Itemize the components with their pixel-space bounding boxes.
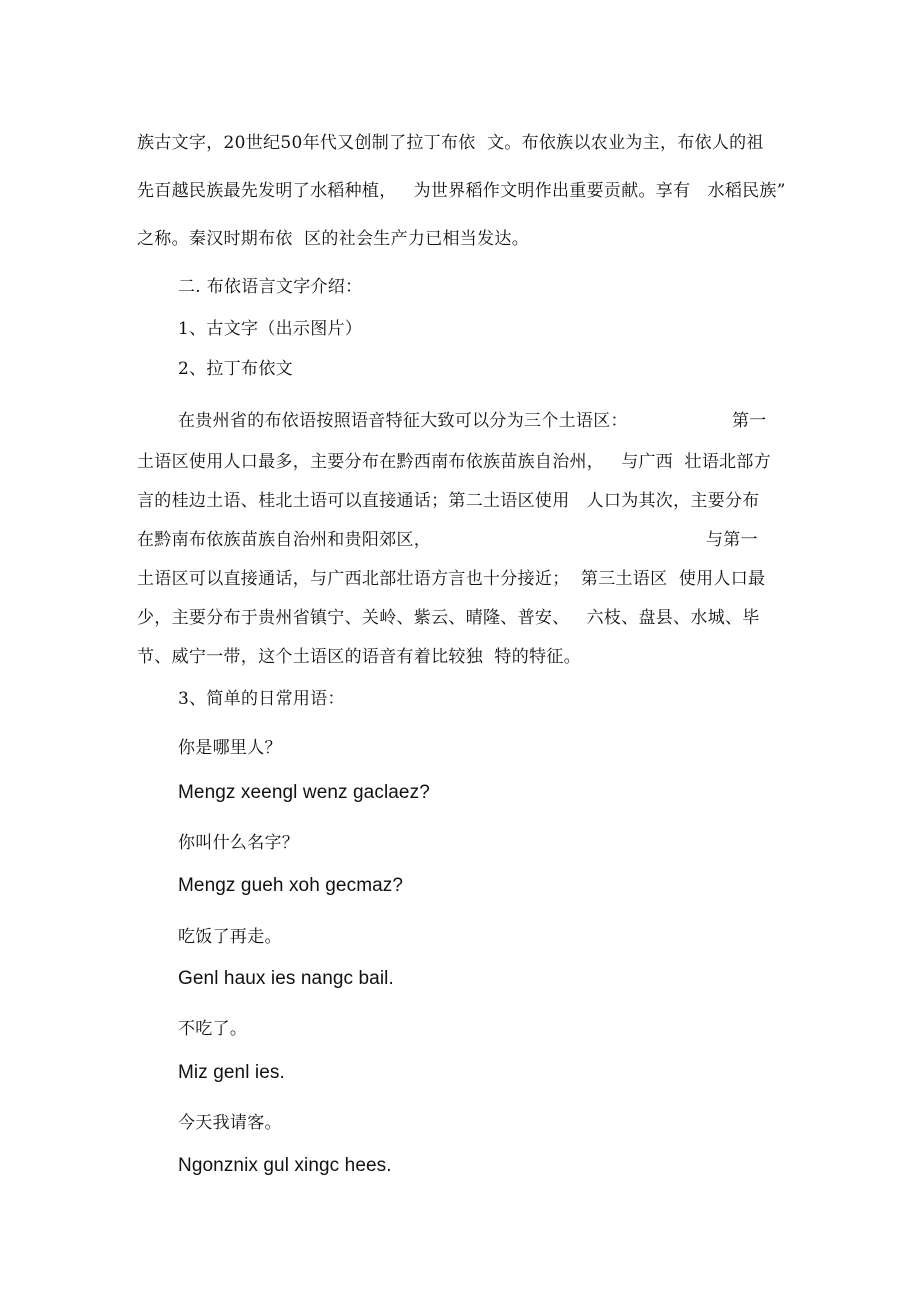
phrase-chinese: 今天我请客。 — [178, 1113, 282, 1133]
dialect-line-1-tail: 第一 — [732, 411, 767, 431]
dialect-line-5: 土语区可以直接通话，与广西北部壮语方言也十分接近； 第三土语区 使用人口最 — [137, 569, 766, 589]
phrase-chinese: 你叫什么名字？ — [178, 833, 300, 853]
section-two-heading: 二. 布依语言文字介绍： — [178, 277, 363, 297]
dialect-line-4-tail: 与第一 — [706, 530, 758, 550]
dialect-line-7: 节、威宁一带，这个土语区的语音有着比较独 特的特征。 — [137, 647, 581, 667]
dialect-line-6: 少，主要分布于贵州省镇宁、关岭、紫云、晴隆、普安、 六枝、盘县、水城、毕 — [137, 608, 760, 628]
phrase-chinese: 吃饭了再走。 — [178, 927, 282, 947]
phrase-buyi: Ngonznix gul xingc hees. — [178, 1155, 392, 1176]
phrase-chinese: 你是哪里人？ — [178, 738, 282, 758]
dialect-line-3: 言的桂边土语、桂北土语可以直接通话；第二土语区使用 人口为其次，主要分布 — [137, 491, 760, 511]
phrase-buyi: Mengz gueh xoh gecmaz? — [178, 875, 404, 896]
phrase-buyi: Miz genl ies. — [178, 1062, 285, 1083]
intro-line-1: 族古文字，20世纪50年代又创制了拉丁布依 文。布依族以农业为主，布依人的祖 — [137, 133, 764, 153]
dialect-line-2: 土语区使用人口最多，主要分布在黔西南布依族苗族自治州， 与广西 壮语北部方 — [137, 452, 772, 472]
phrase-buyi: Mengz xeengl wenz gaclaez? — [178, 782, 430, 803]
phrase-buyi: Genl haux ies nangc bail. — [178, 968, 394, 989]
intro-line-2: 先百越民族最先发明了水稻种植， 为世界稻作文明作出重要贡献。享有 水稻民族” — [137, 181, 786, 201]
item-latin-buyi: 2、拉丁布依文 — [178, 359, 293, 379]
dialect-line-4: 在黔南布依族苗族自治州和贵阳郊区， — [137, 530, 432, 550]
item-daily-phrases: 3、简单的日常用语： — [178, 689, 345, 709]
phrase-chinese: 不吃了。 — [178, 1019, 248, 1039]
intro-line-3: 之称。秦汉时期布依 区的社会生产力已相当发达。 — [137, 229, 530, 249]
item-ancient-script: 1、古文字（出示图片） — [178, 319, 363, 339]
dialect-line-1: 在贵州省的布依语按照语音特征大致可以分为三个土语区： — [178, 411, 628, 431]
